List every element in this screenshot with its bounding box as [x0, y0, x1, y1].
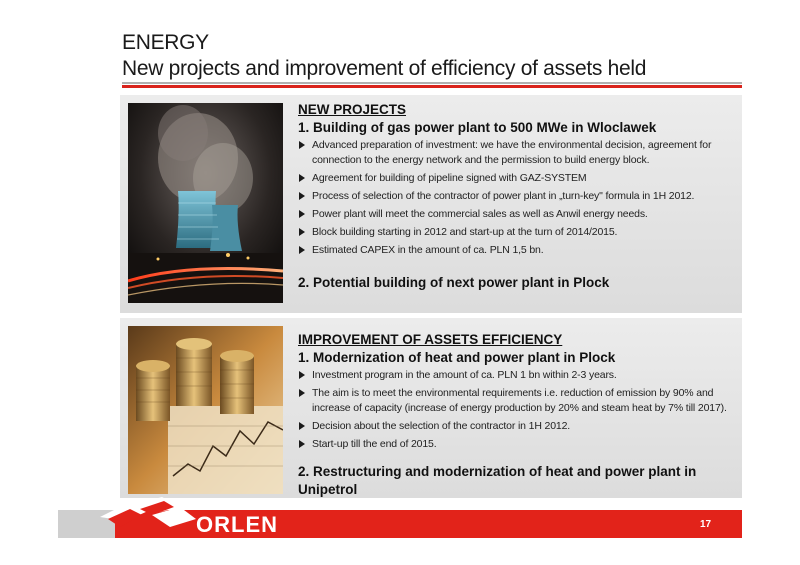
efficiency-panel	[120, 318, 742, 498]
list-item	[298, 419, 732, 434]
title-block	[122, 30, 742, 82]
list-item	[298, 386, 732, 415]
new-projects-content	[298, 102, 732, 292]
bullet-text: Start-up till the end of 2015.	[312, 437, 437, 450]
title-divider-gray	[122, 82, 742, 84]
bullet-list	[298, 138, 732, 257]
brand-logo-text: ORLEN	[196, 512, 278, 537]
bullet-text: Process of selection of the contractor of power plant in „turn-key" formula in 1H 2012.	[312, 189, 695, 202]
bullet-text: Estimated CAPEX in the amount of ca. PLN 1,5 bn.	[312, 243, 544, 256]
bullet-arrow-icon	[299, 440, 305, 448]
efficiency-content	[298, 332, 732, 499]
bullet-arrow-icon	[299, 228, 305, 236]
project-title-2: 2. Restructuring and modernization of heat and power plant in Unipetrol	[298, 464, 697, 497]
section-heading: NEW PROJECTS	[298, 102, 407, 117]
bullet-arrow-icon	[299, 192, 305, 200]
bullet-text: Investment program in the amount of ca. PLN 1 bn within 2-3 years.	[312, 369, 617, 381]
power-plant-photo	[128, 103, 283, 303]
bullet-arrow-icon	[299, 389, 305, 397]
orlen-eagle-logo-icon	[100, 497, 200, 538]
bullet-text: Advanced preparation of investment: we have the environmental decision, agreement for connection to the energy network and the permission to build energy block.	[312, 139, 712, 166]
list-item	[298, 437, 732, 452]
list-item	[298, 171, 732, 186]
list-item	[298, 138, 732, 167]
page-number: 17	[700, 519, 712, 530]
bullet-list	[298, 368, 732, 451]
list-item	[298, 368, 732, 383]
bullet-arrow-icon	[299, 422, 305, 430]
list-item	[298, 225, 732, 240]
coins-photo	[128, 326, 283, 494]
page-subtitle: New projects and improvement of efficiency of assets held	[122, 57, 647, 80]
bullet-arrow-icon	[299, 174, 305, 182]
project-title-2: 2. Potential building of next power plant in Plock	[298, 275, 610, 290]
list-item	[298, 243, 732, 258]
bullet-text: The aim is to meet the environmental requirements i.e. reduction of emission by 90% and increase of capacity (increase of energy production by 20% and steam heat by 7% till 2017).	[312, 387, 727, 414]
title-divider-red	[122, 85, 742, 88]
coins-chart-image	[128, 326, 283, 494]
bullet-text: Agreement for building of pipeline signed with GAZ-SYSTEM	[312, 171, 587, 184]
bullet-arrow-icon	[299, 246, 305, 254]
project-title: 1. Building of gas power plant to 500 MWe in Wloclawek	[298, 120, 657, 135]
section-heading: IMPROVEMENT OF ASSETS EFFICIENCY	[298, 332, 563, 347]
page-title: ENERGY	[122, 31, 209, 54]
list-item	[298, 207, 732, 222]
bullet-arrow-icon	[299, 210, 305, 218]
bullet-text: Block building starting in 2012 and start-up at the turn of 2014/2015.	[312, 225, 618, 238]
new-projects-panel	[120, 95, 742, 313]
bullet-arrow-icon	[299, 141, 305, 149]
bullet-text: Power plant will meet the commercial sales as well as Anwil energy needs.	[312, 207, 648, 220]
cooling-towers-image	[128, 103, 283, 303]
project-title: 1. Modernization of heat and power plant in Plock	[298, 350, 616, 365]
bullet-arrow-icon	[299, 371, 305, 379]
list-item	[298, 189, 732, 204]
bullet-text: Decision about the selection of the contractor in 1H 2012.	[312, 419, 571, 432]
